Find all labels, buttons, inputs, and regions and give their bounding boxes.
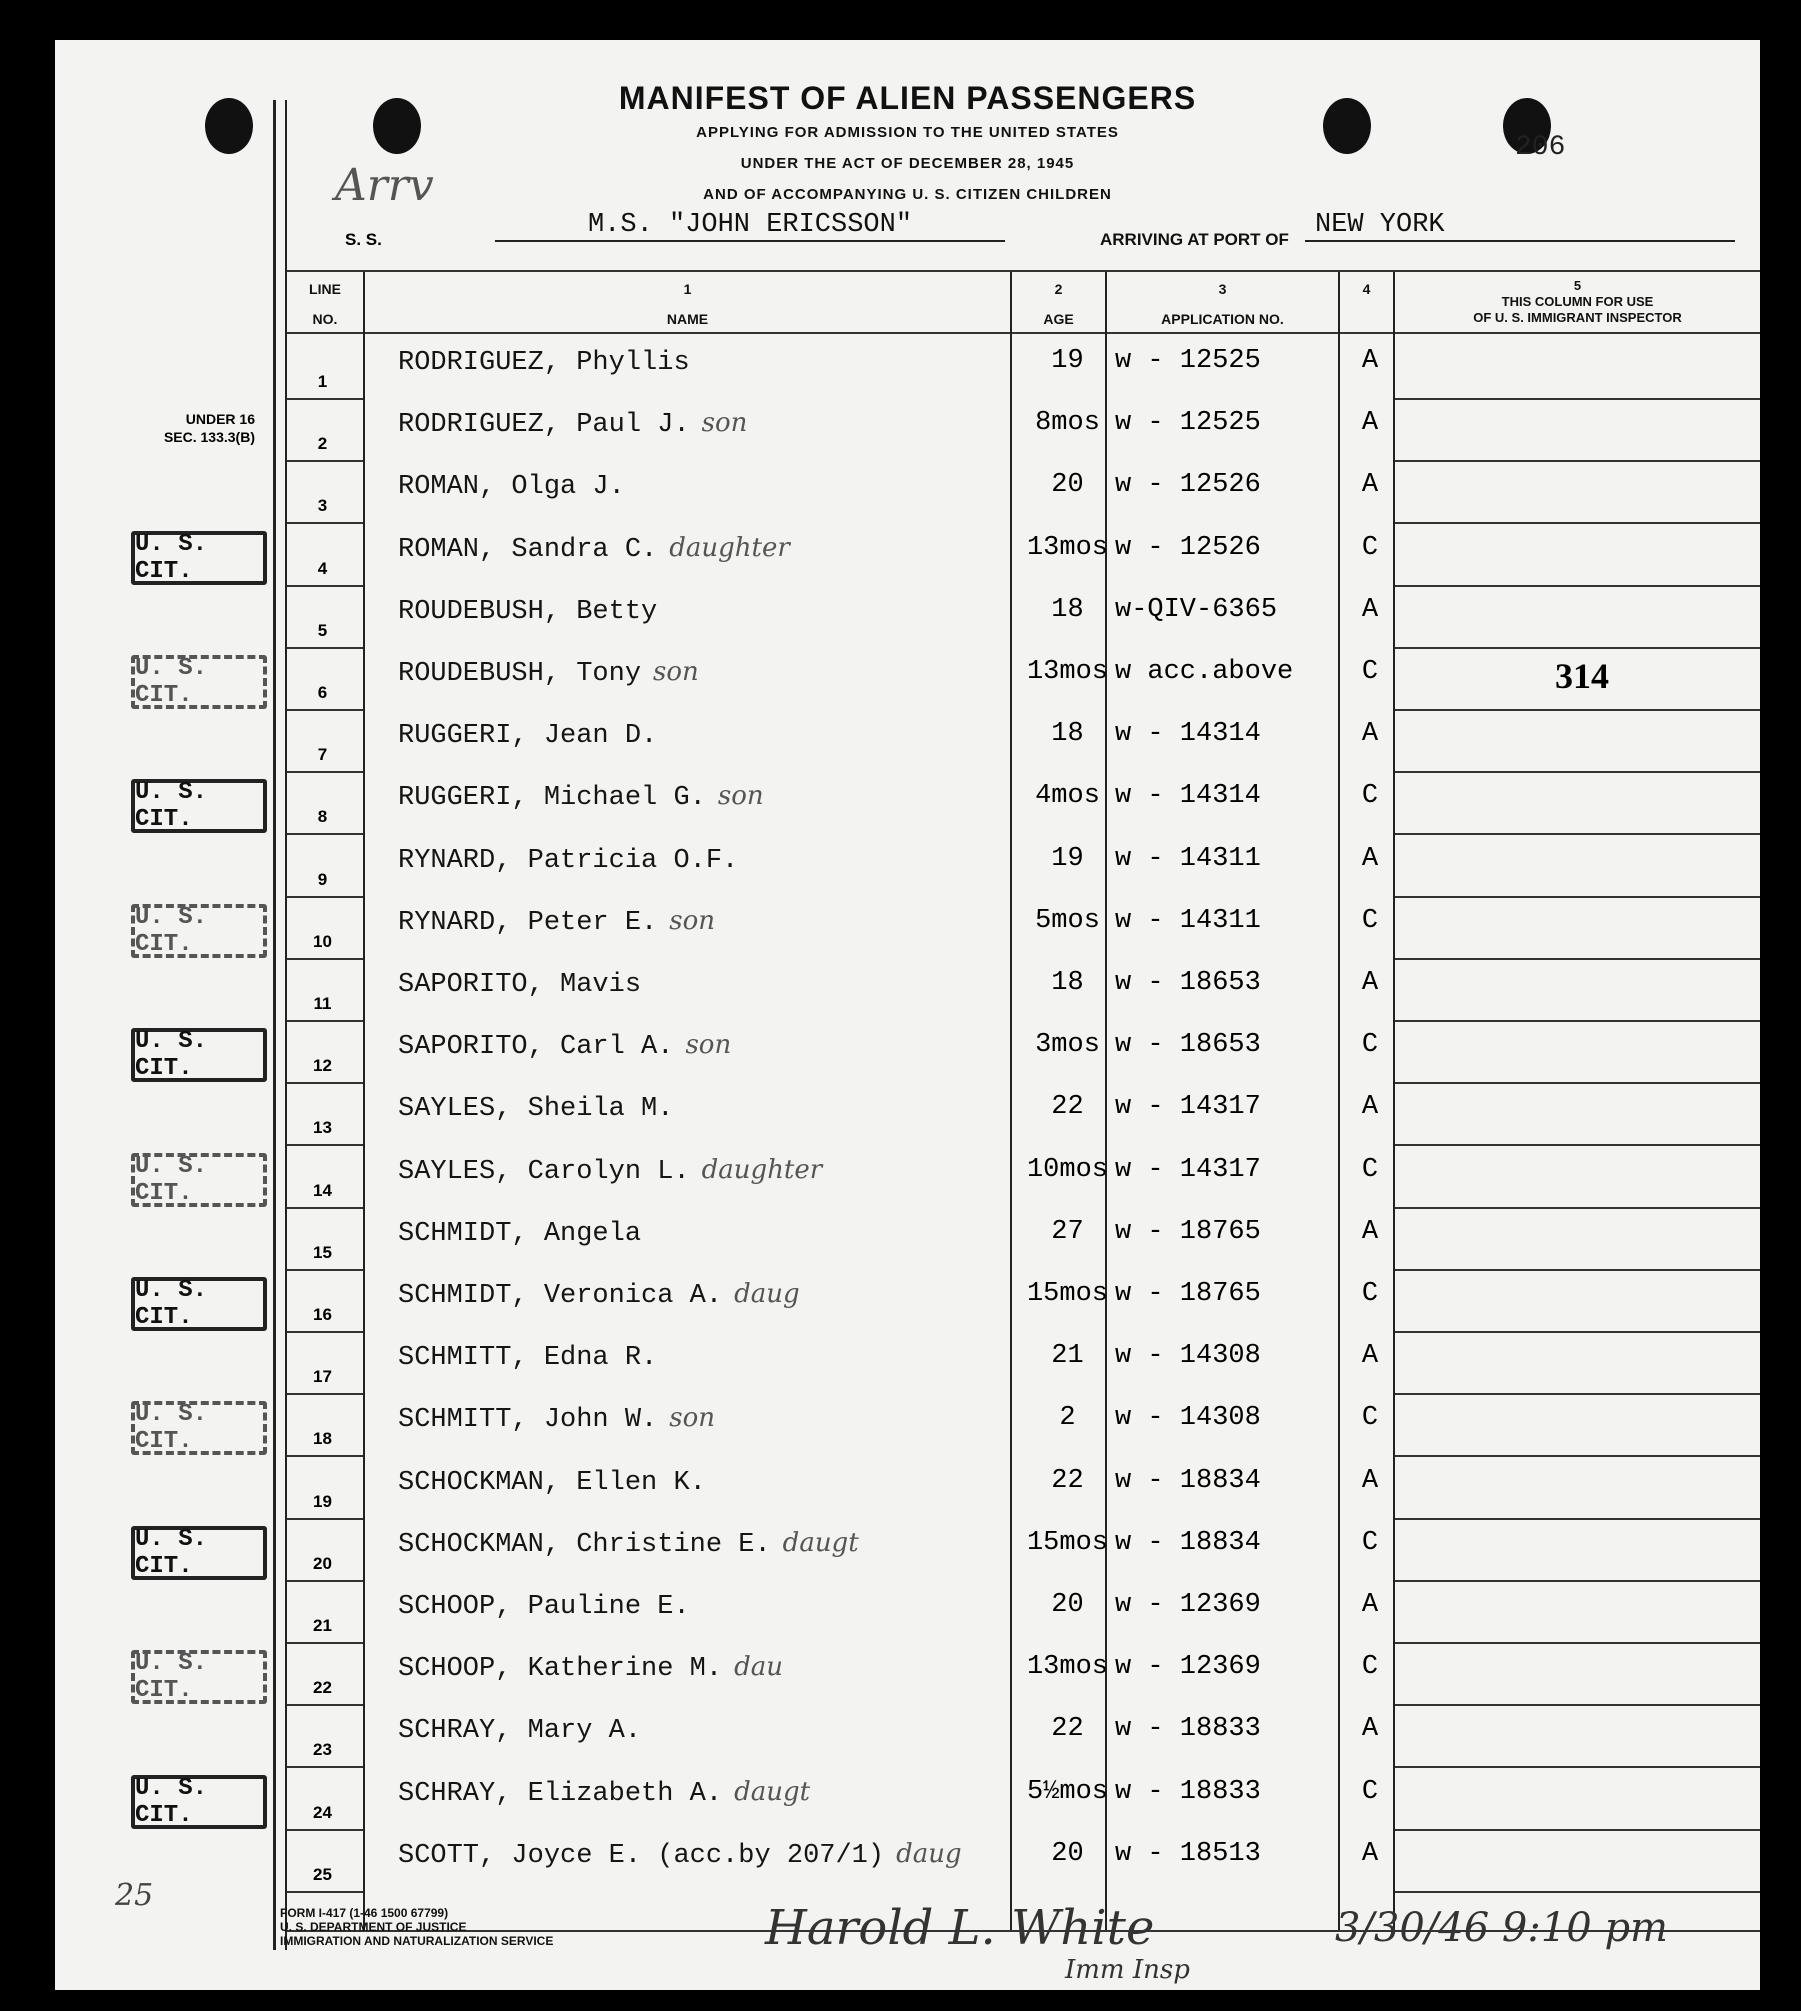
- passenger-name: SAYLES, Carolyn L. daughter: [398, 1154, 823, 1187]
- citizen-stamp: U. S. CIT.: [131, 1153, 267, 1207]
- table-row: [55, 713, 1760, 775]
- passenger-age: 18: [1051, 719, 1084, 750]
- row-rule: [287, 585, 363, 587]
- passenger-name: SCHMIDT, Veronica A. daug: [398, 1279, 800, 1311]
- relationship-note: son: [717, 781, 764, 812]
- subtitle: AND OF ACCOMPANYING U. S. CITIZEN CHILDREN: [703, 186, 1112, 203]
- citizen-stamp: U. S. CIT.: [131, 904, 267, 958]
- passenger-age: 2: [1059, 1403, 1076, 1434]
- class-code: C: [1361, 1154, 1379, 1185]
- row-rule: [287, 1642, 363, 1644]
- table-row: [55, 464, 1760, 526]
- table-row: [55, 1646, 1760, 1708]
- class-code: C: [1361, 1527, 1379, 1558]
- row-rule: [1395, 1518, 1760, 1520]
- passenger-age: 5½mos: [1026, 1776, 1108, 1807]
- relationship-note: daug: [734, 1279, 800, 1309]
- row-rule: [287, 1891, 363, 1893]
- passenger-name: RODRIGUEZ, Paul J. son: [398, 408, 748, 441]
- passenger-name: RODRIGUEZ, Phyllis: [398, 348, 690, 378]
- row-rule: [1395, 1704, 1760, 1706]
- passenger-age: 8mos: [1035, 408, 1100, 439]
- row-rule: [1395, 771, 1760, 773]
- passenger-name: ROUDEBUSH, Betty: [398, 596, 658, 627]
- manifest-sheet: [55, 40, 1760, 1990]
- class-code: A: [1361, 1341, 1379, 1372]
- row-rule: [287, 896, 363, 898]
- passenger-name: RYNARD, Peter E. son: [398, 905, 715, 938]
- passenger-age: 20: [1051, 470, 1084, 501]
- row-rule: [1395, 1642, 1760, 1644]
- line-number: 7: [317, 745, 328, 765]
- inspector-title: Imm Insp: [1065, 1955, 1190, 1985]
- passenger-age: 5mos: [1035, 905, 1100, 936]
- passenger-name: SCHRAY, Elizabeth A. daugt: [398, 1776, 811, 1809]
- relationship-note: son: [669, 1403, 715, 1434]
- row-rule: [287, 1518, 363, 1520]
- table-row: [55, 1024, 1760, 1086]
- application-number: w - 14311: [1115, 843, 1261, 874]
- application-number: w - 12526: [1115, 532, 1261, 563]
- class-code: C: [1361, 1403, 1379, 1434]
- citizen-stamp: U. S. CIT.: [131, 655, 267, 709]
- row-rule: [287, 1020, 363, 1022]
- inspector-signature: Harold L. White: [765, 1900, 1155, 1956]
- passenger-name: SCHRAY, Mary A.: [398, 1716, 642, 1747]
- class-code: C: [1361, 905, 1379, 936]
- application-number: w - 12369: [1115, 1652, 1261, 1683]
- passenger-name: SAPORITO, Mavis: [398, 970, 642, 1000]
- row-rule: [1395, 1269, 1760, 1271]
- class-code: A: [1361, 1590, 1379, 1620]
- subtitle: UNDER THE ACT OF DECEMBER 28, 1945: [740, 155, 1075, 172]
- row-rule: [287, 1393, 363, 1395]
- table-row: [55, 1335, 1760, 1397]
- table-row: [55, 527, 1760, 589]
- passenger-name: SAYLES, Sheila M.: [398, 1094, 674, 1125]
- passenger-name: ROMAN, Sandra C. daughter: [398, 532, 790, 565]
- citizen-stamp: U. S. CIT.: [131, 1028, 267, 1082]
- table-row: [55, 1522, 1760, 1584]
- row-rule: [287, 1269, 363, 1271]
- row-rule: [1395, 1891, 1760, 1893]
- row-rule: [1395, 709, 1760, 711]
- line-number: 23: [313, 1740, 332, 1760]
- row-rule: [287, 771, 363, 773]
- class-code: A: [1361, 1465, 1379, 1496]
- application-number: w - 14317: [1115, 1154, 1261, 1185]
- line-number: 4: [317, 558, 328, 578]
- port-label: ARRIVING AT PORT OF: [1100, 230, 1289, 249]
- class-code: A: [1361, 346, 1379, 376]
- passenger-age: 18: [1051, 594, 1084, 625]
- row-rule: [287, 1704, 363, 1706]
- passenger-name: RYNARD, Patricia O.F.: [398, 845, 739, 876]
- class-code: A: [1361, 1216, 1379, 1247]
- application-number: w - 14317: [1115, 1092, 1261, 1123]
- line-number: 9: [317, 869, 328, 889]
- line-number: 16: [313, 1305, 332, 1324]
- table-row: [55, 1460, 1760, 1522]
- passenger-age: 18: [1051, 968, 1084, 998]
- form-footer: FORM I-417 (1-46 1500 67799) U. S. DEPARTMENT OF JUSTICE IMMIGRATION AND NATURALIZATION SERVICE: [280, 1906, 554, 1948]
- passenger-age: 22: [1051, 1465, 1084, 1496]
- row-rule: [1395, 1207, 1760, 1209]
- application-number: w - 18834: [1115, 1465, 1261, 1496]
- citizen-stamp: U. S. CIT.: [131, 1526, 267, 1580]
- application-number: w - 14311: [1115, 905, 1261, 936]
- application-number: w - 18653: [1115, 968, 1261, 998]
- class-code: A: [1361, 470, 1379, 501]
- relationship-note: daug: [896, 1838, 962, 1869]
- passenger-age: 22: [1051, 1714, 1084, 1745]
- application-number: w - 18765: [1115, 1279, 1261, 1309]
- row-rule: [1395, 833, 1760, 835]
- line-number: 20: [313, 1553, 332, 1573]
- table-row: [55, 900, 1760, 962]
- passenger-age: 3mos: [1035, 1030, 1100, 1061]
- passenger-name: SCHOCKMAN, Christine E. daugt: [398, 1527, 859, 1560]
- citizen-stamp: U. S. CIT.: [131, 1277, 267, 1331]
- passenger-age: 13mos: [1026, 1652, 1108, 1683]
- row-rule: [1395, 647, 1760, 649]
- table-row: [55, 1273, 1760, 1335]
- passenger-age: 22: [1051, 1092, 1084, 1123]
- row-rule: [1395, 1455, 1760, 1457]
- row-rule: [287, 522, 363, 524]
- row-rule: [1395, 522, 1760, 524]
- passenger-age: 13mos: [1026, 532, 1108, 563]
- row-rule: [1395, 585, 1760, 587]
- passenger-name: RUGGERI, Michael G. son: [398, 781, 764, 814]
- relationship-note: daughter: [701, 1154, 823, 1185]
- row-rule: [1395, 1580, 1760, 1582]
- passenger-age: 19: [1051, 346, 1084, 376]
- column-header-age: 2 AGE: [1043, 281, 1074, 327]
- document-title: MANIFEST OF ALIEN PASSENGERS: [618, 80, 1197, 116]
- relationship-note: son: [685, 1030, 732, 1061]
- relationship-note: son: [653, 657, 699, 687]
- class-code: C: [1361, 1279, 1379, 1309]
- citizen-stamp: U. S. CIT.: [131, 779, 267, 833]
- application-number: w - 18765: [1115, 1216, 1261, 1247]
- row-rule: [287, 1207, 363, 1209]
- row-rule: [287, 1144, 363, 1146]
- subtitle: APPLYING FOR ADMISSION TO THE UNITED STATES: [696, 124, 1119, 141]
- class-code: A: [1361, 594, 1379, 625]
- passenger-name: SCHMITT, John W. son: [398, 1403, 715, 1436]
- column-header-line: LINE NO.: [309, 281, 341, 327]
- passenger-name: SAPORITO, Carl A. son: [398, 1030, 732, 1063]
- line-number: 2: [317, 434, 328, 454]
- relationship-note: son: [701, 408, 748, 439]
- class-code: C: [1361, 1030, 1379, 1061]
- table-row: [55, 402, 1760, 464]
- ship-name: M.S. "JOHN ERICSSON": [495, 210, 1005, 242]
- table-row: [55, 1584, 1760, 1646]
- application-number: w - 14314: [1115, 781, 1261, 812]
- relationship-note: daugt: [734, 1776, 811, 1807]
- row-rule: [287, 1580, 363, 1582]
- margin-note: UNDER 16 SEC. 133.3(B): [163, 411, 255, 445]
- page-number: 206: [1515, 132, 1566, 163]
- citizen-stamp: U. S. CIT.: [131, 531, 267, 585]
- table-row: [55, 651, 1760, 713]
- divider: [287, 270, 1760, 272]
- passenger-name: SCHOOP, Katherine M. dau: [398, 1652, 783, 1685]
- passenger-age: 20: [1051, 1590, 1084, 1620]
- class-code: C: [1361, 1652, 1379, 1683]
- application-number: w - 18834: [1115, 1527, 1261, 1558]
- row-rule: [287, 1829, 363, 1831]
- passenger-age: 19: [1051, 843, 1084, 874]
- row-rule: [287, 833, 363, 835]
- class-code: A: [1361, 1838, 1379, 1869]
- table-row: [55, 1086, 1760, 1148]
- row-rule: [1395, 896, 1760, 898]
- row-rule: [287, 460, 363, 462]
- application-number: w - 14308: [1115, 1403, 1261, 1434]
- table-row: [55, 775, 1760, 837]
- line-number: 18: [313, 1429, 332, 1449]
- table-row: [55, 962, 1760, 1024]
- passenger-age: 15mos: [1026, 1279, 1108, 1309]
- line-number: 12: [313, 1056, 332, 1076]
- passenger-age: 21: [1051, 1341, 1084, 1372]
- table-row: [55, 1833, 1760, 1895]
- inspector-count: 314: [1555, 656, 1609, 696]
- row-rule: [287, 709, 363, 711]
- citizen-stamp: U. S. CIT.: [131, 1775, 267, 1829]
- application-number: w-QIV-6365: [1115, 594, 1278, 625]
- class-code: A: [1361, 1092, 1379, 1123]
- class-code: A: [1361, 408, 1379, 439]
- passenger-age: 4mos: [1035, 781, 1100, 812]
- row-rule: [287, 1331, 363, 1333]
- passenger-age: 15mos: [1026, 1527, 1108, 1558]
- relationship-note: dau: [734, 1652, 783, 1683]
- line-number: 21: [313, 1616, 332, 1635]
- citizen-stamp: U. S. CIT.: [131, 1401, 267, 1455]
- class-code: A: [1361, 968, 1379, 998]
- class-code: A: [1361, 1714, 1379, 1745]
- application-number: w - 18833: [1115, 1776, 1261, 1807]
- passenger-name: SCOTT, Joyce E. (acc.by 207/1) daug: [398, 1838, 962, 1871]
- relationship-note: daugt: [782, 1527, 859, 1558]
- row-rule: [287, 398, 363, 400]
- line-number: 15: [313, 1242, 332, 1262]
- divider: [287, 332, 1760, 334]
- application-number: w - 18513: [1115, 1838, 1261, 1869]
- passenger-age: 20: [1051, 1838, 1084, 1869]
- passenger-age: 13mos: [1026, 657, 1108, 687]
- line-number: 11: [313, 994, 332, 1013]
- column-header-name: 1 NAME: [666, 281, 709, 327]
- application-number: w - 14314: [1115, 719, 1261, 750]
- line-number: 10: [313, 931, 332, 951]
- row-rule: [1395, 398, 1760, 400]
- class-code: C: [1361, 1776, 1379, 1807]
- application-number: w - 12525: [1115, 346, 1261, 376]
- line-number: 17: [313, 1367, 332, 1387]
- passenger-age: 27: [1051, 1216, 1084, 1247]
- table-row: [55, 340, 1760, 402]
- table-row: [55, 1397, 1760, 1459]
- row-rule: [1395, 958, 1760, 960]
- row-rule: [1395, 1082, 1760, 1084]
- table-row: [55, 1149, 1760, 1211]
- line-number: 22: [313, 1678, 332, 1698]
- application-number: w acc.above: [1115, 657, 1294, 687]
- row-rule: [1395, 1020, 1760, 1022]
- column-header-inspector: 5 THIS COLUMN FOR USE OF U. S. IMMIGRANT INSPECTOR: [1473, 278, 1682, 325]
- passenger-age: 10mos: [1026, 1154, 1108, 1185]
- line-number: 14: [313, 1180, 332, 1200]
- citizen-stamp: U. S. CIT.: [131, 1650, 267, 1704]
- side-count: 25: [115, 1878, 154, 1913]
- application-number: w - 18833: [1115, 1714, 1261, 1745]
- line-number: 5: [317, 620, 328, 640]
- row-rule: [287, 647, 363, 649]
- relationship-note: daughter: [669, 532, 790, 563]
- row-rule: [1395, 1766, 1760, 1768]
- signature-date: 3/30/46 9:10 pm: [1335, 1905, 1668, 1951]
- passenger-name: RUGGERI, Jean D.: [398, 721, 658, 752]
- table-row: [55, 1211, 1760, 1273]
- line-number: 13: [313, 1118, 332, 1138]
- table-row: [55, 838, 1760, 900]
- line-number: 3: [317, 496, 328, 516]
- ship-label: S. S.: [345, 230, 382, 249]
- line-number: 8: [317, 807, 328, 827]
- application-number: w - 14308: [1115, 1341, 1261, 1372]
- class-code: A: [1361, 843, 1379, 874]
- line-number: 1: [317, 372, 328, 391]
- class-code: C: [1361, 532, 1379, 563]
- relationship-note: son: [669, 905, 715, 936]
- passenger-name: SCHOOP, Pauline E.: [398, 1592, 690, 1622]
- class-code: C: [1361, 657, 1379, 687]
- row-rule: [287, 1766, 363, 1768]
- row-rule: [1395, 1331, 1760, 1333]
- line-number: 24: [313, 1802, 332, 1822]
- row-rule: [1395, 460, 1760, 462]
- row-rule: [287, 1082, 363, 1084]
- line-number: 6: [317, 683, 328, 702]
- table-row: [55, 1708, 1760, 1770]
- row-rule: [1395, 1144, 1760, 1146]
- passenger-name: ROMAN, Olga J.: [398, 472, 625, 503]
- row-rule: [1395, 1829, 1760, 1831]
- application-number: w - 12369: [1115, 1590, 1261, 1620]
- passenger-name: SCHOCKMAN, Ellen K.: [398, 1467, 706, 1498]
- application-number: w - 12526: [1115, 470, 1261, 501]
- row-rule: [1395, 1393, 1760, 1395]
- row-rule: [287, 1455, 363, 1457]
- row-rule: [287, 958, 363, 960]
- application-number: w - 18653: [1115, 1030, 1261, 1061]
- column-header-application: 3 APPLICATION NO.: [1161, 281, 1284, 327]
- table-row: [55, 1771, 1760, 1833]
- passenger-name: SCHMIDT, Angela: [398, 1218, 642, 1249]
- line-number: 25: [313, 1864, 332, 1884]
- passenger-name: ROUDEBUSH, Tony son: [398, 657, 699, 689]
- port-name: NEW YORK: [1305, 210, 1735, 242]
- handwritten-note: Arrv: [335, 160, 434, 211]
- class-code: A: [1361, 719, 1379, 750]
- passenger-name: SCHMITT, Edna R.: [398, 1343, 658, 1374]
- line-number: 19: [313, 1491, 332, 1511]
- table-row: [55, 589, 1760, 651]
- column-header-class: 4: [1362, 281, 1371, 297]
- application-number: w - 12525: [1115, 408, 1261, 439]
- class-code: C: [1361, 781, 1379, 812]
